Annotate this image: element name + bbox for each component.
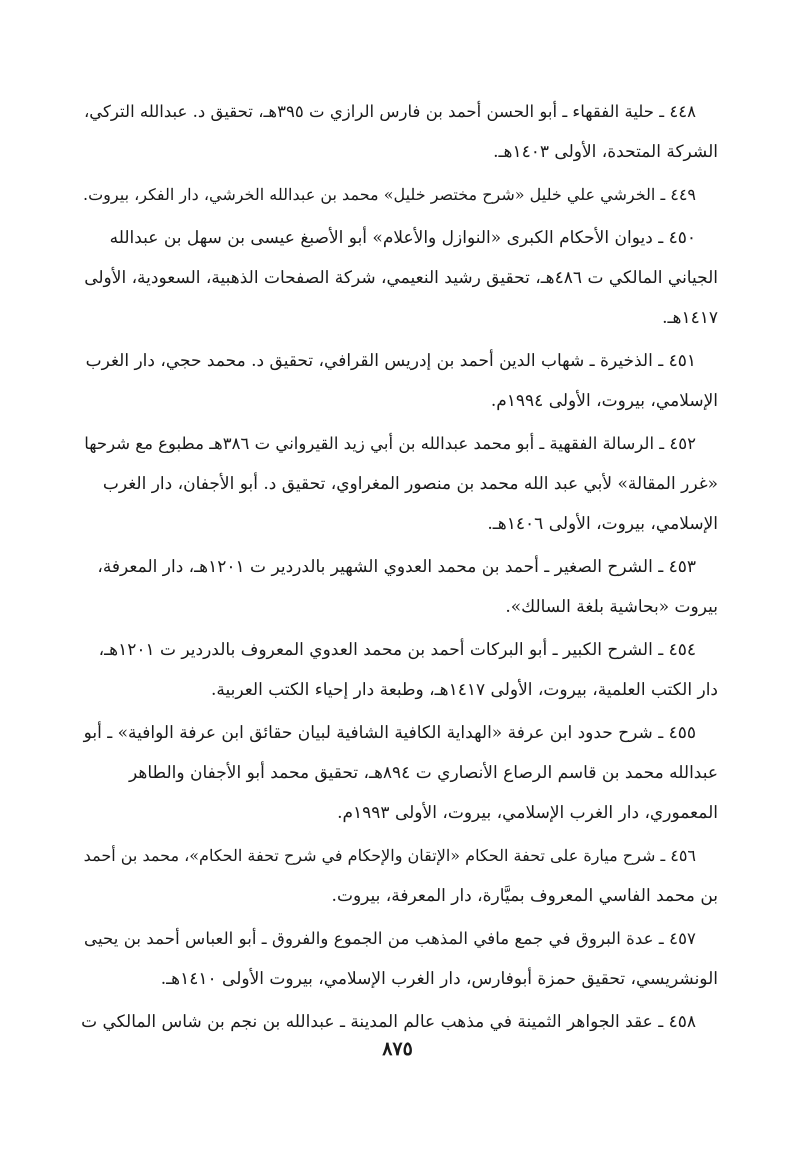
entry-line: ٤٥٧ ـ عدة البروق في جمع مافي المذهب من الجموع والفروق ـ أبو العباس أحمد بن يحيى [84,929,696,948]
bibliography-entry-455 [78,713,718,833]
entry-line: ٤٤٩ ـ الخرشي علي خليل «شرح مختصر خليل» محمد بن عبدالله الخرشي، دار الفكر، بيروت. [83,185,696,204]
bibliography-entry-451 [78,341,718,421]
entry-line: بن محمد الفاسي المعروف بميَّارة، دار المعرفة، بيروت. [331,886,718,906]
bibliography-entry-456 [78,836,718,916]
entry-line: الشركة المتحدة، الأولى ١٤٠٣هـ. [493,142,718,162]
bibliography-entry-458 [78,1002,718,1042]
bibliography-entry-457 [78,919,718,999]
entry-line: ٤٥٨ ـ عقد الجواهر الثمينة في مذهب عالم المدينة ـ عبدالله بن نجم بن شاس المالكي ت [81,1012,696,1032]
entry-line: ٤٥٣ ـ الشرح الصغير ـ أحمد بن محمد العدوي الشهير بالدردير ت ١٢٠١هـ، دار المعرفة، [97,557,696,577]
entry-line: المعموري، دار الغرب الإسلامي، بيروت، الأولى ١٩٩٣م. [337,803,718,823]
entry-line: ١٤١٧هـ. [662,308,718,328]
entry-line: عبدالله محمد بن قاسم الرصاع الأنصاري ت ٨٩٤هـ، تحقيق محمد أبو الأجفان والطاهر [129,763,718,783]
entry-line: الجياني المالكي ت ٤٨٦هـ، تحقيق رشيد النعيمي، شركة الصفحات الذهبية، السعودية، الأولى [84,268,718,288]
entry-line: ٤٥٠ ـ ديوان الأحكام الكبرى «النوازل والأعلام» أبو الأصبغ عيسى بن سهل بن عبدالله [109,228,696,248]
entry-line: ٤٥٤ ـ الشرح الكبير ـ أبو البركات أحمد بن محمد العدوي المعروف بالدردير ت ١٢٠١هـ، [98,640,696,660]
bibliography-entry-448 [78,92,718,172]
entry-line: دار الكتب العلمية، بيروت، الأولى ١٤١٧هـ، وطبعة دار إحياء الكتب العربية. [210,680,718,700]
page-number: ٨٧٥ [382,1038,413,1060]
bibliography-entry-452 [78,424,718,544]
entry-line: الإسلامي، بيروت، الأولى ١٩٩٤م. [490,391,718,411]
bibliography-entry-453 [78,547,718,627]
entry-line: ٤٥٥ ـ شرح حدود ابن عرفة «الهداية الكافية الشافية لبيان حقائق ابن عرفة الوافية» ـ أبو [83,723,696,743]
entry-line: بيروت «بحاشية بلغة السالك». [505,597,718,617]
bibliography-page [78,92,718,1045]
bibliography-entry-450 [78,218,718,338]
bibliography-entry-454 [78,630,718,710]
entry-line: ٤٥٢ ـ الرسالة الفقهية ـ أبو محمد عبدالله بن أبي زيد القيرواني ت ٣٨٦هـ مطبوع مع شرحها [84,434,696,453]
entry-line: ٤٥٦ ـ شرح ميارة على تحفة الحكام «الإتقان والإحكام في شرح تحفة الحكام»، محمد بن أحمد [83,846,696,865]
entry-line: ٤٤٨ ـ حلية الفقهاء ـ أبو الحسن أحمد بن فارس الرازي ت ٣٩٥هـ، تحقيق د. عبدالله التركي، [83,102,696,121]
entry-line: الونشريسي، تحقيق حمزة أبوفارس، دار الغرب الإسلامي، بيروت الأولى ١٤١٠هـ. [160,969,718,989]
entry-line: ٤٥١ ـ الذخيرة ـ شهاب الدين أحمد بن إدريس القرافي، تحقيق د. محمد حجي، دار الغرب [85,351,696,371]
bibliography-entry-449 [78,175,718,215]
entry-line: الإسلامي، بيروت، الأولى ١٤٠٦هـ. [487,514,718,534]
entry-line: «غرر المقالة» لأبي عبد الله محمد بن منصور المغراوي، تحقيق د. أبو الأجفان، دار الغرب [102,474,718,494]
